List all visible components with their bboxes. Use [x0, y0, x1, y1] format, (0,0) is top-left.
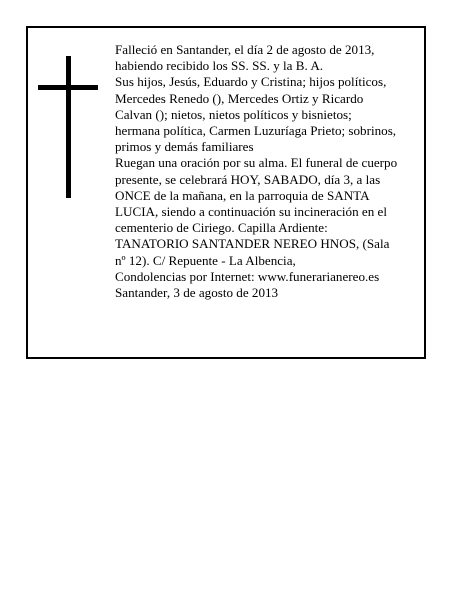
latin-cross-icon — [38, 56, 98, 198]
family-list: Sus hijos, Jesús, Eduardo y Cristina; hijos políticos, Mercedes Renedo (), Mercedes Ortiz y Ricardo Calvan (); nietos, nietos políticos y bisnietos; hermana política, Carmen Luzuríaga Prieto; sobrinos, primos y demás familiares — [115, 74, 397, 155]
cross-vertical-bar — [66, 56, 71, 198]
funeral-details: Ruegan una oración por su alma. El funeral de cuerpo presente, se celebrará HOY, SABADO, día 3, a las ONCE de la mañana, en la parroquia de SANTA LUCIA, siendo a continuación su incineración en el cementerio de Ciriego. Capilla Ardiente: TANATORIO SANTANDER NEREO HNOS, (Sala nº 12). C/ Repuente - La Albencia, — [115, 155, 398, 268]
notice-body — [115, 42, 399, 301]
death-announcement: Falleció en Santander, el día 2 de agosto de 2013, habiendo recibido los SS. SS. y la B. A. — [115, 42, 375, 74]
obituary-notice — [26, 26, 426, 359]
notice-date: Santander, 3 de agosto de 2013 — [115, 285, 279, 301]
cross-horizontal-bar — [38, 85, 98, 90]
condolences-link: Condolencias por Internet: www.funerarianereo.es — [115, 268, 380, 284]
